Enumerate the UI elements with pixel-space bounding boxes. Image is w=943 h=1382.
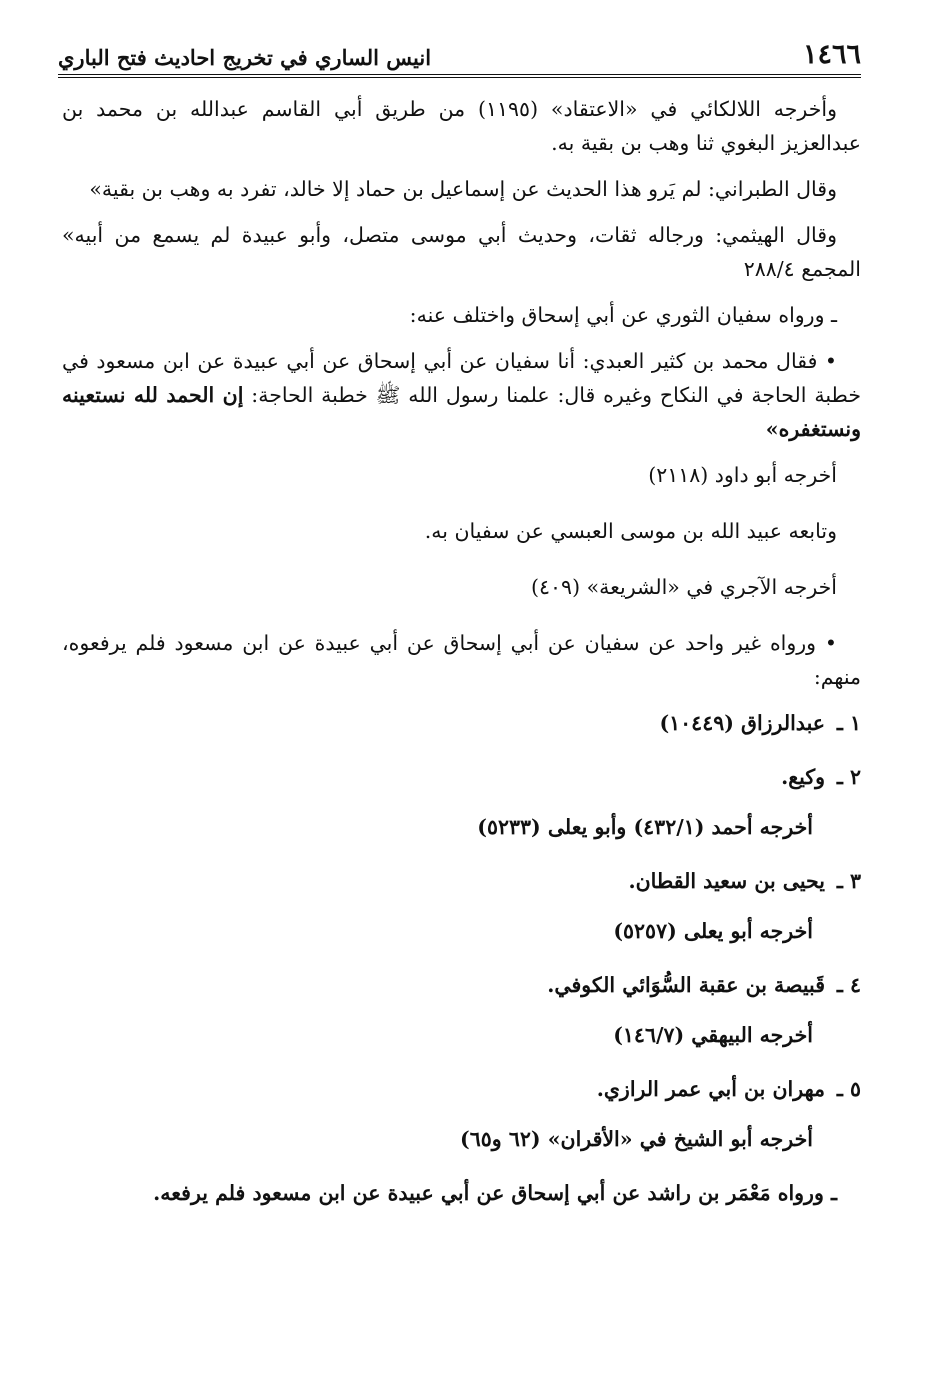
- bullet-text: • فقال محمد بن كثير العبدي: أنا سفيان عن أبي إسحاق عن أبي عبيدة عن ابن مسعود في خطبة الحاجة في النكاح وغيره قال: علمنا رسول الله ﷺ خطبة الحاجة:: [62, 349, 861, 407]
- list-item: [62, 760, 861, 844]
- page-header: [58, 30, 861, 78]
- item-number: ٥ ـ: [836, 1077, 861, 1101]
- source-ajurri: أخرجه الآجري في «الشريعة» (٤٠٩): [531, 575, 837, 599]
- corroboration-ubaydullah: وتابعه عبيد الله بن موسى العبسي عن سفيان به.: [424, 519, 837, 543]
- narrator-name: وكيع.: [781, 765, 825, 789]
- paragraph-haythami: وقال الهيثمي: ورجاله ثقات، وحديث أبي موسى متصل، وأبو عبيدة لم يسمع من أبيه» المجمع ٢٨٨/٤: [62, 223, 861, 281]
- bullet-muhammad-ibn-kathir: [62, 344, 861, 446]
- item-number: ٤ ـ: [836, 973, 861, 997]
- source-note: أخرجه أبو يعلى (٥٢٥٧): [613, 919, 813, 943]
- source-abu-dawud: أخرجه أبو داود (٢١١٨): [648, 463, 837, 487]
- page-number: ١٤٦٦: [802, 39, 861, 70]
- list-item: [62, 1072, 861, 1156]
- narrator-name: يحيى بن سعيد القطان.: [628, 869, 825, 893]
- narrator-name: قَبيصة بن عقبة السُّوَائي الكوفي.: [547, 973, 825, 997]
- paragraph-tabarani: وقال الطبراني: لم يَرو هذا الحديث عن إسماعيل بن حماد إلا خالد، تفرد به وهب بن بقية»: [89, 177, 837, 201]
- list-item: [62, 864, 861, 948]
- item-number: ٣ ـ: [836, 869, 861, 893]
- item-number: ١ ـ: [836, 711, 861, 735]
- list-item: [62, 968, 861, 1052]
- source-note: أخرجه البيهقي (١٤٦/٧): [613, 1023, 813, 1047]
- bullet-others: • ورواه غير واحد عن سفيان عن أبي إسحاق عن أبي عبيدة عن ابن مسعود فلم يرفعوه، منهم:: [62, 631, 861, 689]
- running-title: انيس الساري في تخريج احاديث فتح الباري: [58, 45, 432, 70]
- source-note: أخرجه أبو الشيخ في «الأقران» (٦٢ و٦٥): [460, 1127, 813, 1151]
- narrator-name: مهران بن أبي عمر الرازي.: [596, 1077, 825, 1101]
- paragraph-mamar: ـ ورواه مَعْمَر بن راشد عن أبي إسحاق عن أبي عبيدة عن ابن مسعود فلم يرفعه.: [153, 1181, 837, 1205]
- paragraph-thawri: ـ ورواه سفيان الثوري عن أبي إسحاق واختلف عنه:: [409, 303, 837, 327]
- paragraph-lalakai: وأخرجه اللالكائي في «الاعتقاد» (١١٩٥) من طريق أبي القاسم عبدالله بن محمد بن عبدالعزيز البغوي ثنا وهب بن بقية به.: [62, 97, 861, 155]
- page-body: [62, 92, 861, 1222]
- narrator-name: عبدالرزاق (١٠٤٤٩): [659, 711, 825, 735]
- hadith-quote: إن الحمد لله نستعينه ونستغفره»: [62, 383, 861, 441]
- item-number: ٢ ـ: [836, 765, 861, 789]
- source-note: أخرجه أحمد (٤٣٢/١) وأبو يعلى (٥٢٣٣): [477, 815, 813, 839]
- list-item: [62, 706, 861, 740]
